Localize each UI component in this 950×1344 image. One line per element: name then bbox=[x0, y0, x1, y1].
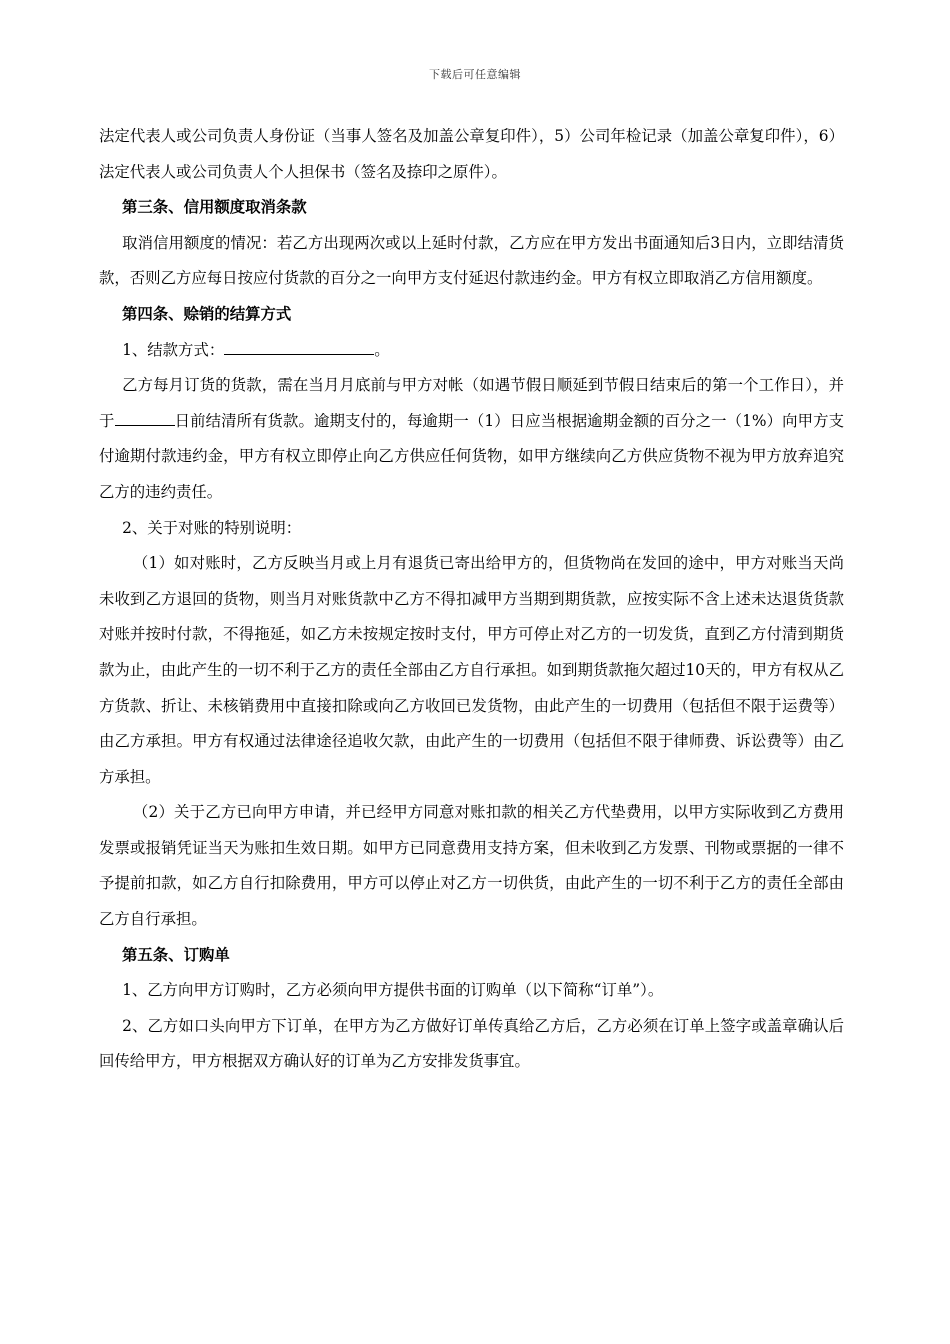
section3-paragraph: 取消信用额度的情况：若乙方出现两次或以上延时付款，乙方应在甲方发出书面通知后3日内，立即结清货款，否则乙方应每日按应付货款的百分之一向甲方支付延迟付款违约金。甲方有权立即取消乙方信用额度。 bbox=[99, 233, 844, 288]
payment-method-blank[interactable] bbox=[224, 337, 374, 355]
section4-sub1: （1）如对账时，乙方反映当月或上月有退货已寄出给甲方的，但货物尚在发回的途中，甲方对账当天尚未收到乙方退回的货物，则当月对账货款中乙方不得扣减甲方当期到期货款，应按实际不含上述未达退货货款对账并按时付款，不得拖延，如乙方未按规定按时支付，甲方可停止对乙方的一切发货，直到乙方付清到期货款为止，由此产生的一切不利于乙方的责任全部由乙方自行承担。如到期货款拖欠超过10天的，甲方有权从乙方货款、折让、未核销费用中直接扣除或向乙方收回已发货物，由此产生的一切费用（包括但不限于运费等）由乙方承担。甲方有权通过法律途径追收欠款，由此产生的一切费用（包括但不限于律师费、诉讼费等）由乙方承担。 bbox=[99, 554, 844, 786]
section4-item1 bbox=[99, 333, 844, 369]
section4-heading: 第四条、赊销的结算方式 bbox=[122, 304, 292, 323]
section4-paragraph bbox=[99, 368, 844, 510]
page-header: 下载后可任意编辑 bbox=[429, 68, 521, 81]
section2-tail-paragraph: 法定代表人或公司负责人身份证（当事人签名及加盖公章复印件），5）公司年检记录（加盖公章复印件），6）法定代表人或公司负责人个人担保书（签名及捺印之原件）。 bbox=[99, 127, 844, 181]
section4-sub2: （2）关于乙方已向甲方申请，并已经甲方同意对账扣款的相关乙方代垫费用，以甲方实际收到乙方费用发票或报销凭证当天为账扣生效日期。如甲方已同意费用支持方案，但未收到乙方发票、刊物或票据的一律不予提前扣款，如乙方自行扣除费用，甲方可以停止对乙方一切供货，由此产生的一切不利于乙方的责任全部由乙方自行承担。 bbox=[99, 803, 844, 929]
document-body bbox=[99, 119, 844, 1080]
section5-heading: 第五条、订购单 bbox=[122, 945, 230, 964]
item1-label: 1、结款方式： bbox=[122, 340, 225, 359]
section3-heading: 第三条、信用额度取消条款 bbox=[122, 198, 307, 217]
section5-item2: 2、乙方如口头向甲方下订单，在甲方为乙方做好订单传真给乙方后，乙方必须在订单上签字或盖章确认后回传给甲方，甲方根据双方确认好的订单为乙方安排发货事宜。 bbox=[99, 1016, 844, 1071]
item1-end: 。 bbox=[374, 340, 390, 359]
section4-item2: 2、关于对账的特别说明： bbox=[122, 518, 302, 537]
section4-paragraph-part1: 乙方每月订货的货款，需在当月月底前与甲方对帐（如遇节假日顺延到节假日结束后的第一个工作日），并于 bbox=[99, 376, 844, 430]
settlement-day-blank[interactable] bbox=[115, 408, 175, 426]
section5-item1: 1、乙方向甲方订购时，乙方必须向甲方提供书面的订购单（以下简称“订单”）。 bbox=[122, 981, 664, 1000]
section4-paragraph-part2: 日前结清所有货款。逾期支付的，每逾期一（1）日应当根据逾期金额的百分之一（1%）向甲方支付逾期付款违约金，甲方有权立即停止向乙方供应任何货物，如甲方继续向乙方供应货物不视为甲方放弃追究乙方的违约责任。 bbox=[99, 411, 844, 501]
